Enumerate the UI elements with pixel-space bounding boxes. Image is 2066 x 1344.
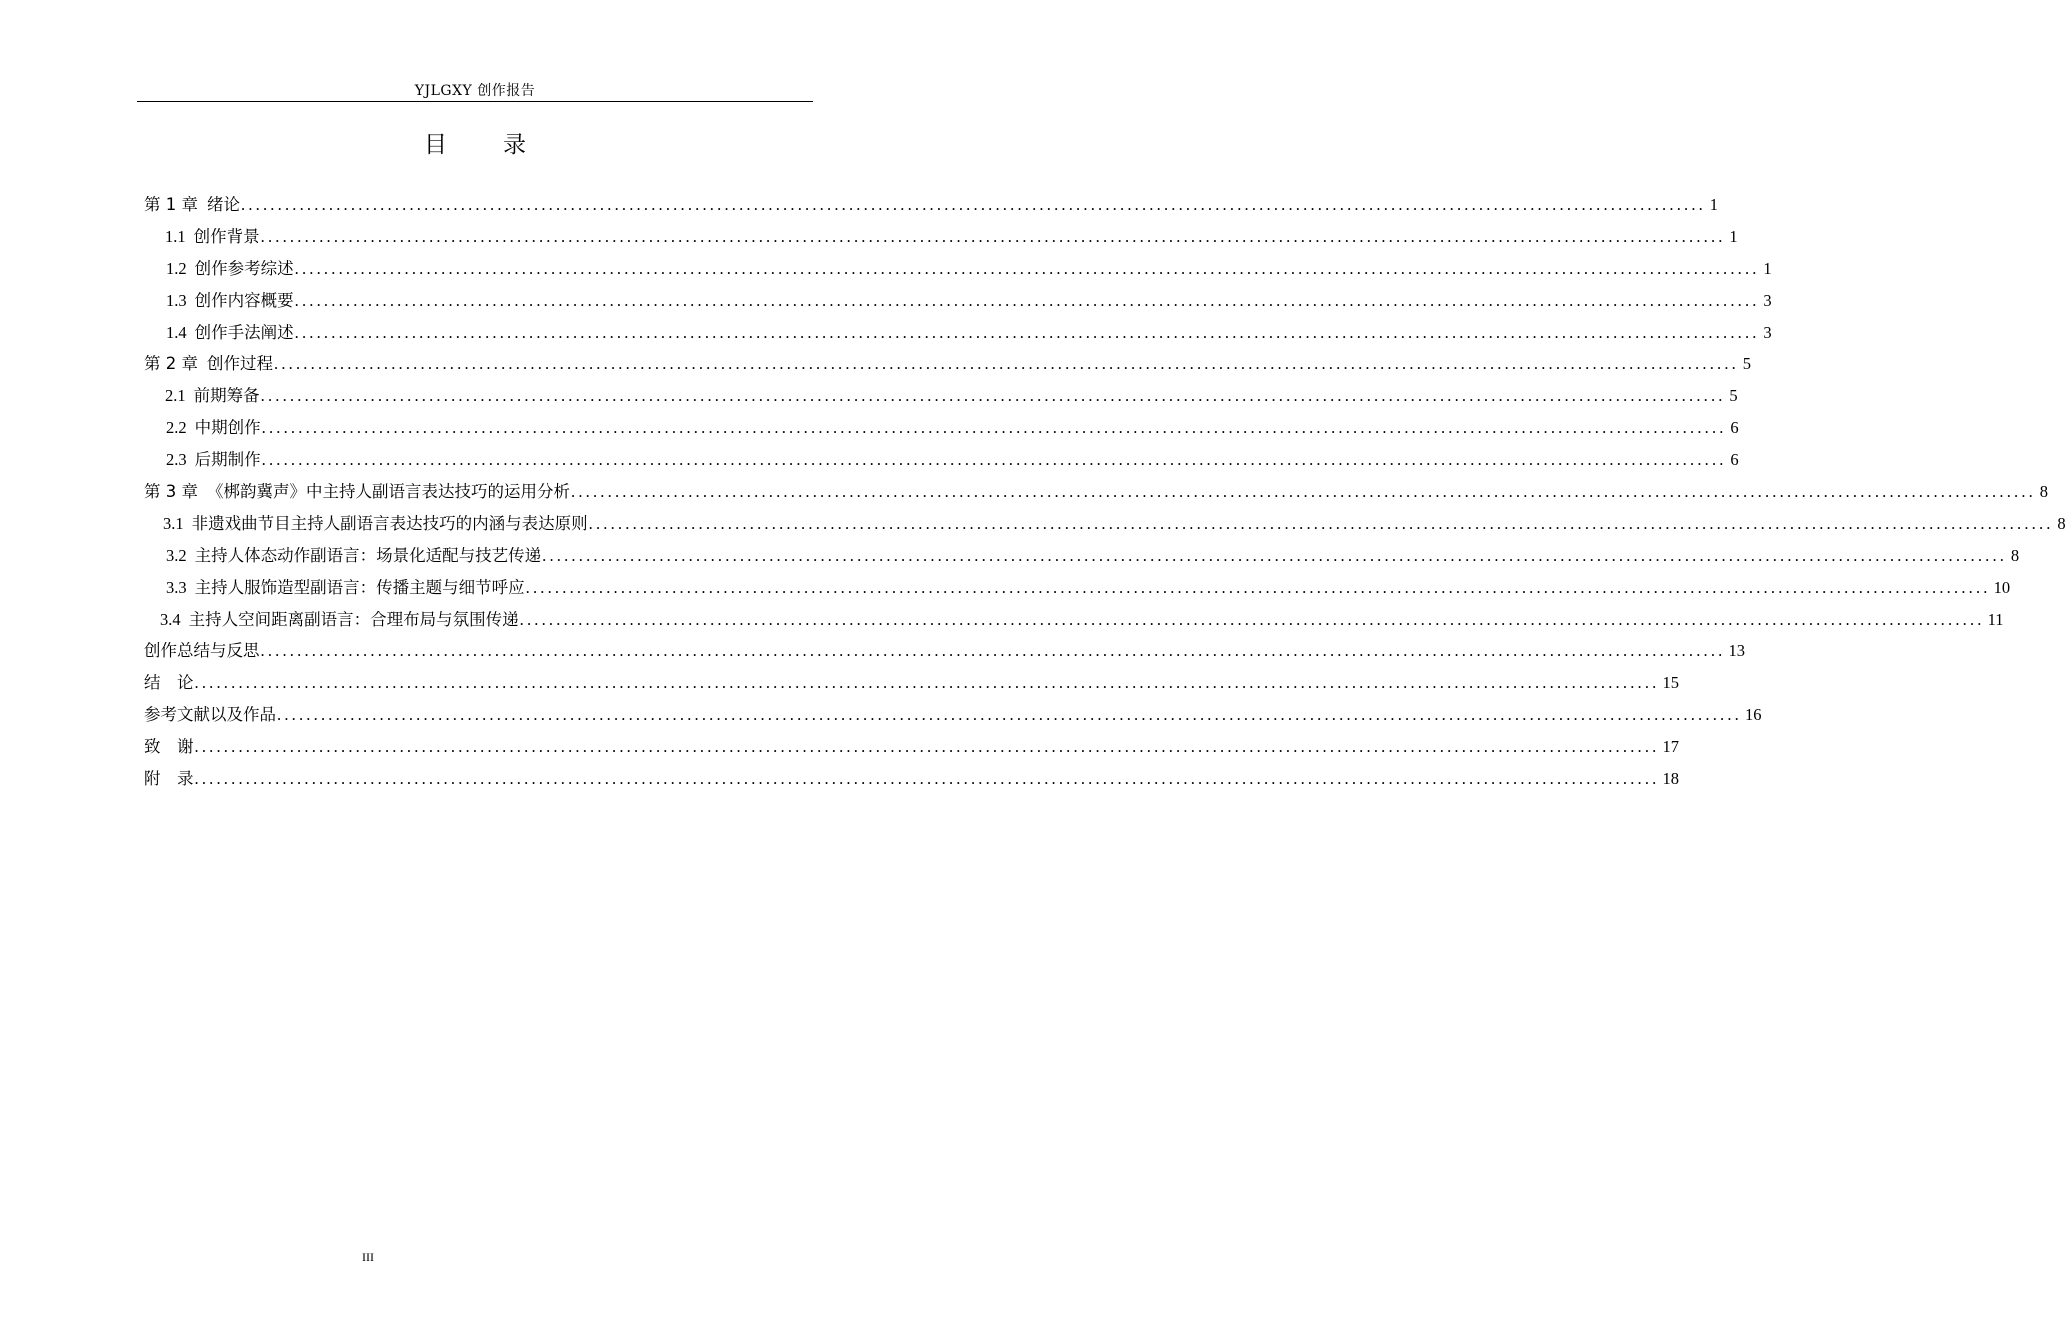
toc-entry[interactable]: [144, 544, 2020, 576]
toc-entry[interactable]: [144, 289, 1772, 321]
toc-entry[interactable]: [144, 448, 1739, 480]
toc-entry-page: 13: [1728, 641, 1745, 661]
toc-entry-title: 参考文献以及作品: [144, 705, 276, 725]
toc-leader-dots: ........................................................................................................................................................................................................: [588, 513, 2054, 533]
toc-entry[interactable]: [144, 703, 1762, 735]
toc-leader-dots: ........................................................................................................................................................................................................: [260, 226, 1726, 246]
toc-entry-page: 3: [1763, 290, 1772, 310]
toc-entry[interactable]: [144, 671, 1679, 703]
running-header: YJLGXY 创作报告: [414, 83, 536, 99]
toc-entry-title: 主持人空间距离副语言：合理布局与氛围传递: [188, 609, 519, 629]
toc-entry-title: 致 谢: [144, 737, 194, 757]
toc-entry-page: 15: [1662, 673, 1679, 693]
toc-entry-page: 1: [1729, 226, 1738, 246]
toc-leader-dots: ........................................................................................................................................................................................................: [274, 354, 1739, 374]
toc-leader-dots: ........................................................................................................................................................................................................: [294, 290, 1760, 310]
toc-entry[interactable]: [144, 384, 1738, 416]
toc-entry-page: 16: [1745, 705, 1762, 725]
toc-entry-title: 附 录: [144, 769, 194, 789]
toc-entry-title: 创作过程: [207, 354, 273, 374]
toc-entry-title: 前期筹备: [193, 386, 260, 406]
toc-title: 目录: [424, 132, 582, 158]
toc-entry-number: 第 1 章: [144, 195, 198, 214]
toc-entry-number: 2.3: [166, 450, 187, 470]
page-number: III: [362, 1250, 374, 1264]
toc-entry-number: 2.1: [165, 386, 186, 406]
toc-leader-dots: ........................................................................................................................................................................................................: [571, 482, 2036, 502]
toc-entry-number: 第 3 章: [144, 482, 198, 502]
toc-entry[interactable]: [144, 257, 1772, 289]
toc-leader-dots: ........................................................................................................................................................................................................: [261, 450, 1727, 470]
toc-entry-page: 5: [1729, 386, 1738, 406]
toc-entry[interactable]: [144, 576, 2011, 608]
toc-entry[interactable]: [144, 193, 1718, 225]
toc-entry-page: 8: [2010, 545, 2020, 565]
toc-entry-page: 11: [1987, 609, 2004, 629]
toc-entry-title: 创作参考综述: [194, 258, 294, 278]
toc-entry-number: 1.1: [165, 226, 186, 246]
toc-entry-page: 6: [1730, 418, 1739, 438]
toc-entry-title: 中期创作: [194, 418, 261, 438]
toc-entry[interactable]: [144, 225, 1738, 257]
toc-leader-dots: ........................................................................................................................................................................................................: [194, 673, 1660, 693]
toc-entry-title: 主持人服饰造型副语言：传播主题与细节呼应: [194, 577, 525, 597]
toc-entry-number: 1.3: [166, 290, 187, 310]
toc-entry-number: 第 2 章: [144, 354, 198, 374]
toc-entry[interactable]: [144, 767, 1679, 799]
toc-entry-page: 18: [1662, 769, 1679, 789]
toc-entry-number: 3.1: [163, 513, 184, 533]
toc-leader-dots: ........................................................................................................................................................................................................: [277, 705, 1742, 725]
toc-entry-number: 3.3: [166, 577, 187, 597]
toc-leader-dots: ........................................................................................................................................................................................................: [241, 195, 1706, 214]
toc-entry-page: 1: [1709, 195, 1718, 214]
toc-entry-number: 1.2: [166, 258, 187, 278]
toc-entry-number: 2.2: [166, 418, 187, 438]
toc-entry-page: 17: [1662, 737, 1679, 757]
toc-entry[interactable]: [144, 416, 1739, 448]
toc-entry[interactable]: [144, 512, 2066, 544]
toc-entry[interactable]: [144, 608, 2004, 640]
toc-entry-page: 8: [2057, 513, 2066, 533]
toc-entry[interactable]: [144, 480, 2048, 512]
toc-leader-dots: ........................................................................................................................................................................................................: [525, 577, 1991, 597]
toc-leader-dots: ........................................................................................................................................................................................................: [294, 322, 1760, 342]
toc-leader-dots: ........................................................................................................................................................................................................: [261, 418, 1727, 438]
toc-entry-page: 6: [1730, 450, 1739, 470]
toc-leader-dots: ........................................................................................................................................................................................................: [194, 769, 1660, 789]
header-divider: [137, 101, 813, 102]
toc-entry-number: 1.4: [166, 322, 187, 342]
toc-entry-number: 3.2: [166, 545, 187, 565]
toc-leader-dots: ........................................................................................................................................................................................................: [542, 545, 2008, 565]
toc-entry[interactable]: [144, 735, 1679, 767]
toc-entry-title: 创作背景: [193, 226, 260, 246]
toc-entry-title: 绪论: [207, 195, 240, 214]
toc-entry-title: 主持人体态动作副语言：场景化适配与技艺传递: [194, 545, 542, 565]
toc-entry-number: 3.4: [160, 609, 181, 629]
table-of-contents: [144, 193, 2066, 799]
toc-entry[interactable]: [144, 321, 1772, 353]
toc-entry-page: 8: [2039, 482, 2048, 502]
toc-entry-page: 1: [1763, 258, 1772, 278]
toc-leader-dots: ........................................................................................................................................................................................................: [194, 737, 1660, 757]
toc-leader-dots: ........................................................................................................................................................................................................: [260, 386, 1726, 406]
toc-entry-title: 后期制作: [194, 450, 261, 470]
toc-entry-title: 《梆韵冀声》中主持人副语言表达技巧的运用分析: [207, 482, 570, 502]
toc-entry-page: 5: [1742, 354, 1751, 374]
toc-leader-dots: ........................................................................................................................................................................................................: [260, 641, 1726, 661]
toc-entry-title: 非遗戏曲节目主持人副语言表达技巧的内涵与表达原则: [191, 513, 588, 533]
toc-entry-page: 10: [1993, 577, 2011, 597]
toc-entry-title: 创作手法阐述: [194, 322, 294, 342]
toc-entry-title: 创作总结与反思: [144, 641, 260, 661]
toc-entry-title: 创作内容概要: [194, 290, 294, 310]
toc-entry-title: 结 论: [144, 673, 194, 693]
toc-leader-dots: ........................................................................................................................................................................................................: [294, 258, 1760, 278]
toc-leader-dots: ........................................................................................................................................................................................................: [519, 609, 1985, 629]
toc-entry[interactable]: [144, 639, 1745, 671]
toc-entry[interactable]: [144, 352, 1751, 384]
toc-entry-page: 3: [1763, 322, 1772, 342]
